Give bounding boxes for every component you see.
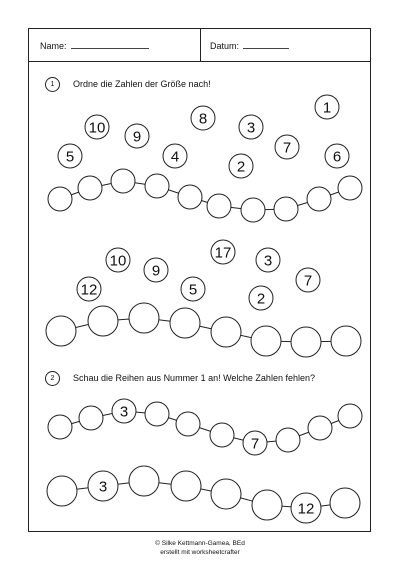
task-2-chain-a-given-value: 7 [250, 435, 260, 453]
number-bubble-value: 9 [151, 262, 161, 280]
task-2-chain-a-slot-2 [79, 406, 103, 430]
task-1-chain-a-slot-2 [78, 176, 102, 200]
task-2-chain-a-slot-4 [145, 402, 169, 426]
task-1-chain-b-slot-8 [331, 326, 361, 356]
number-bubble-value: 10 [109, 252, 127, 270]
number-bubble-value: 7 [303, 272, 313, 290]
task-2-instruction: Schau die Reihen aus Nummer 1 an! Welche Zahlen fehlen? [73, 373, 315, 383]
task-1-chain-a-slot-3 [111, 169, 135, 193]
task-1-number-badge: 1 [45, 77, 60, 92]
name-label: Name: [40, 41, 67, 51]
task-1-chain-a-slot-9 [307, 187, 331, 211]
task-1-chain-b-slot-3 [129, 303, 159, 333]
footer-credit: erstellt mit worksheetcrafter [160, 549, 240, 556]
task-1-chain-b-slot-2 [88, 306, 118, 336]
task-1-chain-a-slot-8 [274, 197, 298, 221]
number-bubble-value: 6 [332, 148, 342, 166]
footer-copyright: © Silke Kettmann-Gamea, BEd [155, 540, 245, 547]
number-bubble-value: 7 [282, 139, 292, 157]
task-2-chain-a-slot-9 [308, 416, 332, 440]
task-2-chain-a-slot-6 [210, 423, 234, 447]
task-2-chain-b-slot-3 [129, 466, 159, 496]
task-1-chain-a-slot-4 [145, 174, 169, 198]
task-2-chain-b-slot-4 [171, 471, 201, 501]
number-bubble-value: 5 [188, 281, 198, 299]
task-2-chain-a-slot-10 [338, 404, 362, 428]
task-1-chain-b-slot-5 [211, 317, 241, 347]
task-2-chain-b-slot-8 [330, 488, 360, 518]
number-bubble-value: 2 [236, 158, 246, 176]
number-bubble-value: 3 [246, 119, 256, 137]
number-bubble-value: 12 [80, 281, 98, 299]
task-2-chain-b-slot-1 [47, 476, 77, 506]
task-2-number-badge: 2 [45, 371, 60, 386]
task-2-chain-a-slot-5 [176, 412, 200, 436]
task-1-chain-a-slot-10 [338, 176, 362, 200]
number-bubble-value: 8 [198, 110, 208, 128]
task-1-chain-b-slot-7 [291, 327, 321, 357]
number-bubble-value: 17 [214, 244, 232, 262]
task-1-chain-a-slot-7 [241, 198, 265, 222]
number-bubble-value: 9 [132, 128, 142, 146]
task-2-chain-a-slot-8 [276, 428, 300, 452]
task-2-chain-b-slot-5 [211, 479, 241, 509]
task-1-chain-b-slot-1 [46, 316, 76, 346]
number-bubble-value: 2 [256, 290, 266, 308]
task-1-chain-a-slot-1 [48, 187, 72, 211]
date-label: Datum: [210, 41, 240, 51]
task-2-chain-a-given-value: 3 [119, 403, 129, 421]
task-1-chain-a-slot-6 [207, 194, 231, 218]
number-bubble-value: 1 [322, 99, 332, 117]
task-2-chain-b-given-value: 12 [297, 500, 315, 518]
task-1-chain-a-slot-5 [178, 185, 202, 209]
number-bubble-value: 4 [170, 148, 180, 166]
task-2-chain-a-slot-1 [48, 415, 72, 439]
task-1-chain-b-slot-6 [251, 326, 281, 356]
number-bubble-value: 5 [65, 148, 75, 166]
task-2-chain-b-slot-6 [252, 490, 282, 520]
number-bubble-value: 3 [263, 252, 273, 270]
task-1-instruction: Ordne die Zahlen der Größe nach! [73, 79, 211, 89]
task-1-chain-b-slot-4 [170, 308, 200, 338]
number-bubble-value: 10 [88, 119, 106, 137]
task-2-chain-b-given-value: 3 [98, 478, 108, 496]
